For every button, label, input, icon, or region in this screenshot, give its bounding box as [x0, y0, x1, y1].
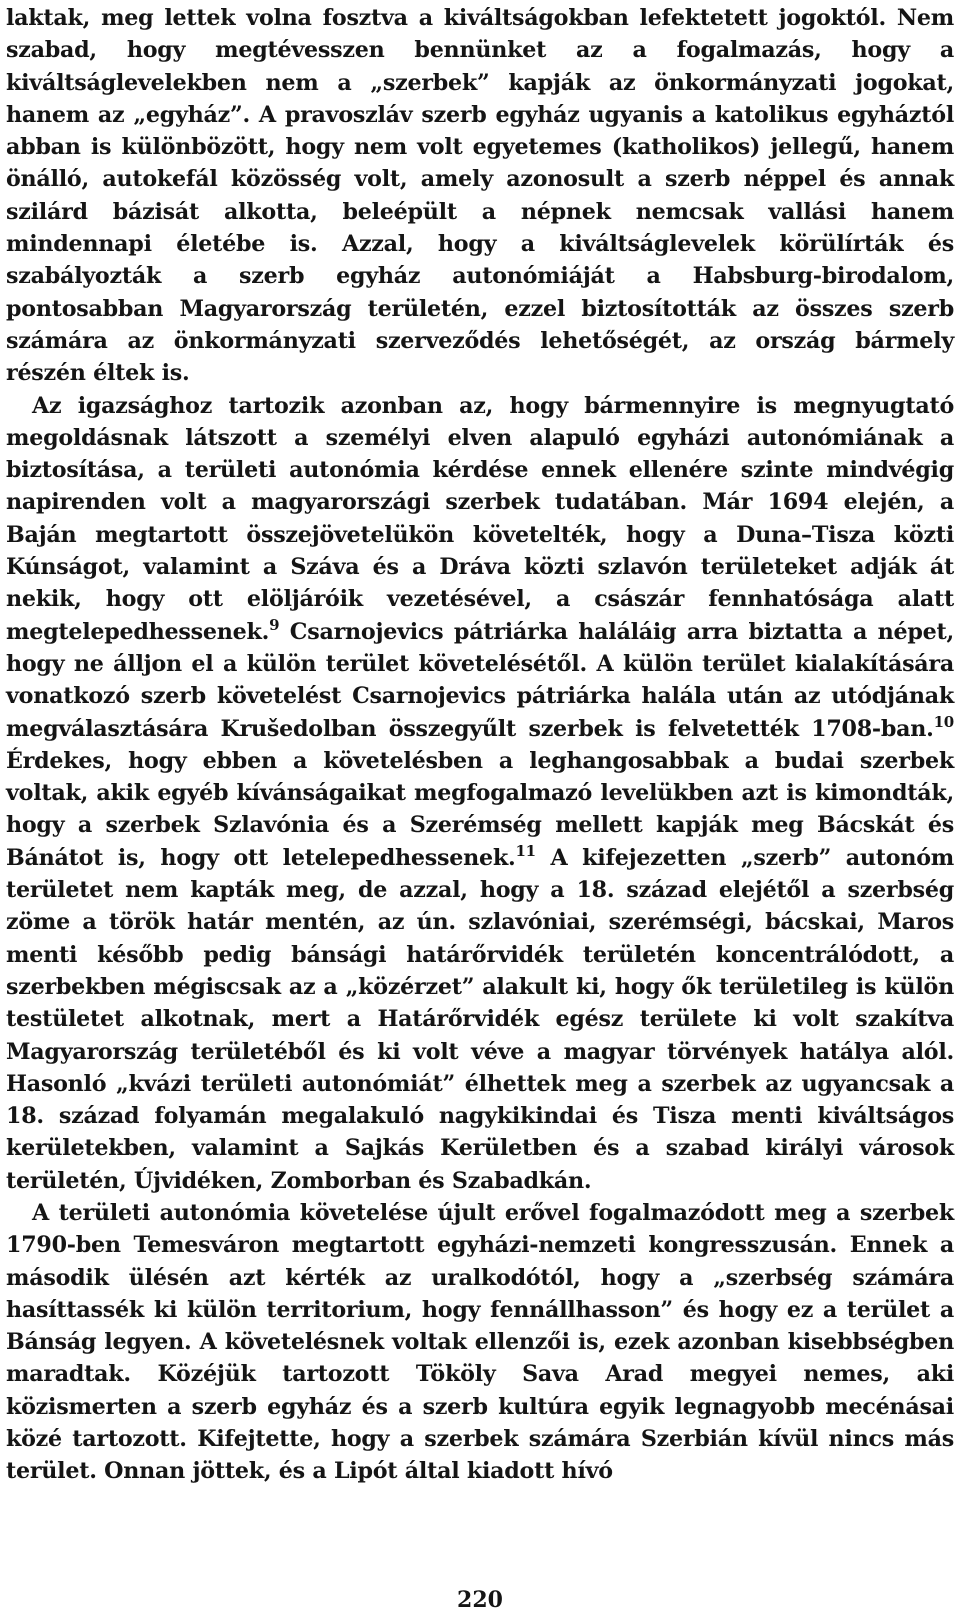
- footnote-ref-11: 11: [515, 841, 536, 860]
- paragraph-text: Csarnojevics pátriárka haláláig arra biztatta a népet, hogy ne álljon el a külön terület követelésétől. A külön terület kialakítására vonatkozó szerb követelést Csarnojevics pátriárka halála után az utódjának megválasztására Krušedolban összegyűlt szerbek is felvetették 1708-ban.: [6, 618, 954, 742]
- paragraph-text: Érdekes, hogy ebben a követelésben a leghangosabbak a budai szerbek voltak, akik egyéb kívánságaikat megfogalmazó levelükben azt is kimondták, hogy a szerbek Szlavónia és a Szerémség mellett kapják meg Bácskát és Bánátot is, hogy ott letelepedhessenek.: [6, 747, 954, 871]
- paragraph-1790-congress: [6, 1197, 954, 1488]
- footnote-ref-10: 10: [933, 712, 954, 731]
- page-number: 220: [457, 1587, 503, 1613]
- paragraph-continuation: [6, 2, 954, 390]
- paragraph-text: Az igazsághoz tartozik azonban az, hogy bármennyire is megnyugtató megoldásnak látszott a személyi elven alapuló egyházi autonómiának a biztosítása, a területi autonómia kérdése ennek ellenére szinte mindvégig napirenden volt a magyarországi szerbek tudatában. Már 1694 elején, a Baján megtartott összejövetelükön követelték, hogy a Duna–Tisza közti Kúnságot, valamint a Száva és a Dráva közti szlavón területeket adják át nekik, hogy ott elöljáróik vezetésével, a császár fennhatósága alatt megtelepedhessenek.: [6, 392, 954, 645]
- paragraph-text: A területi autonómia követelése újult erővel fogalmazódott meg a szerbek 1790-ben Temesváron megtartott egyházi-nemzeti kongresszusán. Ennek a második ülésén azt kérték az uralkodótól, hogy a „szerbség számára hasíttassék ki külön territorium, hogy fennállhasson” és hogy ez a terület a Bánság legyen. A követelésnek voltak ellenzői is, ezek azonban kisebbségben maradtak. Közéjük tartozott Tököly Sava Arad megyei nemes, aki közismerten a szerb egyház és a szerb kultúra egyik legnagyobb mecénásai közé tartozott. Kifejtette, hogy a szerbek számára Szerbián kívül nincs más terület. Onnan jöttek, és a Lipót által kiadott hívó: [6, 1199, 954, 1485]
- body-text: [6, 2, 954, 1488]
- paragraph-text: A kifejezetten „szerb” autonóm területet nem kapták meg, de azzal, hogy a 18. század elejétől a szerbség zöme a török határ mentén, az ún. szlavóniai, szerémségi, bácskai, Maros menti később pedig bánsági határőrvidék területén koncentrálódott, a szerbekben mégiscsak az a „közérzet” alakult ki, hogy ők területileg is külön testületet alkotnak, mert a Határőrvidék egész területe ki volt szakítva Magyarország területéből és ki volt véve a magyar törvények hatálya alól. Hasonló „kvázi területi autonómiát” élhettek meg a szerbek az ugyancsak a 18. század folyamán megalakuló nagykikindai és Tisza menti kiváltságos kerületekben, valamint a Sajkás Kerületben és a szabad királyi városok területén, Újvidéken, Zomborban és Szabadkán.: [6, 844, 954, 1194]
- paragraph-serb-territorial-demands: [6, 390, 954, 1197]
- footnote-ref-9: 9: [269, 615, 280, 634]
- paragraph-text: laktak, meg lettek volna fosztva a kiváltságokban lefektetett jogoktól. Nem szabad, hogy megtévesszen bennünket az a fogalmazás, hogy a kiváltságlevelekben nem a „szerbek” kapják az önkormányzati jogokat, hanem az „egyház”. A pravoszláv szerb egyház ugyanis a katolikus egyháztól abban is különbözött, hogy nem volt egyetemes (katholikos) jellegű, hanem önálló, autokefál közösség volt, amely azonosult a szerb néppel és annak szilárd bázisát alkotta, beleépült a népnek nemcsak vallási hanem mindennapi életébe is. Azzal, hogy a kiváltságlevelek körülírták és szabályozták a szerb egyház autonómiáját a Habsburg-birodalom, pontosabban Magyarország területén, ezzel biztosították az összes szerb számára az önkormányzati szerveződés lehetőségét, az ország bármely részén éltek is.: [6, 5, 954, 387]
